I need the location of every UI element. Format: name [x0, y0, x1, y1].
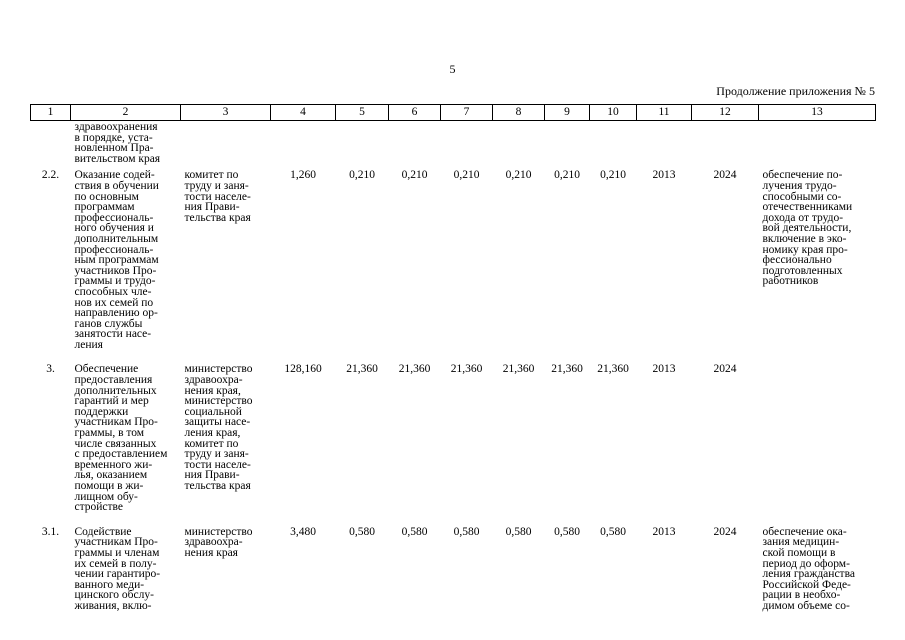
year-value: 21,360: [502, 363, 535, 376]
year-value: [389, 121, 441, 165]
col-header: 2: [71, 105, 181, 121]
year-value: 0,210: [349, 169, 375, 182]
year-value: 0,580: [600, 525, 626, 538]
measure-text: Оказание содей- ствия в обучении по основным программам профессиональ- ного обучения и дополнительным профессиональ- ным программам участников Про- граммы и трудо- способных чле- нов их семей по направлению ор- ганов службы занятости насе- ления: [74, 169, 159, 351]
executor-text: [181, 121, 271, 165]
total-value: 128,160: [284, 363, 322, 376]
executor-text: комитет по труду и заня- тости населе- ния Прави- тельства края: [184, 169, 251, 224]
col-header: 3: [181, 105, 271, 121]
measure-text: здравоохранения в порядке, уста- новленном Пра- вительством края: [74, 121, 161, 165]
col-header: 6: [389, 105, 441, 121]
end-year: 2024: [713, 363, 737, 376]
total-value: [271, 121, 336, 165]
year-value: 0,210: [600, 169, 626, 182]
table-row: [31, 164, 876, 358]
col-header: 1: [31, 105, 71, 121]
year-value: 0,580: [453, 525, 480, 538]
col-header: 12: [692, 105, 759, 121]
table-row: [31, 521, 876, 620]
year-value: 0,210: [505, 169, 532, 182]
start-year: [637, 121, 692, 165]
end-year: 2024: [713, 525, 737, 538]
end-year: 2024: [713, 169, 737, 182]
continuation-caption: Продолжение приложения № 5: [716, 84, 875, 98]
measure-text: Обеспечение предоставления дополнительных гарантий и мер поддержки участникам Про- граммы, в том числе связанных с предоставлением временного жи- лья, оказанием помощи в жи- лищном обу- стройстве: [74, 363, 168, 514]
col-header: 8: [493, 105, 545, 121]
year-value: 21,360: [450, 363, 483, 376]
total-value: 1,260: [290, 169, 316, 182]
year-value: [545, 121, 590, 165]
col-header: 4: [271, 105, 336, 121]
year-value: 0,580: [554, 525, 580, 538]
table-header-row: [31, 105, 876, 121]
year-value: 0,580: [401, 525, 428, 538]
year-value: [441, 121, 493, 165]
year-value: 0,210: [554, 169, 580, 182]
result-text: обеспечение по- лучения трудо- способными со- отечественниками дохода от трудо- вой деятельности, включение в эко- номику края про- фессионально подготовленных работников: [762, 169, 853, 288]
start-year: 2013: [652, 525, 676, 538]
row-number: [31, 121, 71, 165]
start-year: 2013: [652, 169, 676, 182]
page-number: 5: [449, 62, 456, 76]
col-header: 5: [336, 105, 389, 121]
result-text: [759, 358, 876, 520]
year-value: [336, 121, 389, 165]
col-header: 13: [759, 105, 876, 121]
result-text: обеспечение ока- зания медицин- ской помощи в период до оформ- ления гражданства Российской Феде- рации в необхо- димом объеме со-: [762, 525, 855, 612]
row-number: 3.: [46, 363, 55, 376]
executor-text: министерство здравоохра- нения края, министерство социальной защиты насе- ления края, комитет по труду и заня- тости населе- ния Прави- тельства края: [184, 363, 253, 492]
table-row: [31, 358, 876, 520]
year-value: 21,360: [346, 363, 378, 376]
end-year: [692, 121, 759, 165]
table-row: [31, 121, 876, 165]
col-header: 10: [590, 105, 637, 121]
measure-text: Содействие участникам Про- граммы и членам их семей в полу- чении гарантиро- ванного меди- цинского обслу- живания, вклю-: [74, 525, 161, 612]
col-header: 11: [637, 105, 692, 121]
year-value: 0,210: [453, 169, 480, 182]
executor-text: министерство здравоохра- нения края: [184, 525, 253, 559]
start-year: 2013: [652, 363, 676, 376]
year-value: [590, 121, 637, 165]
year-value: 0,210: [401, 169, 428, 182]
col-header: 9: [545, 105, 590, 121]
row-number: 3.1.: [41, 525, 60, 538]
col-header: 7: [441, 105, 493, 121]
year-value: 21,360: [597, 363, 629, 376]
year-value: 21,360: [398, 363, 431, 376]
row-number: 2.2.: [41, 169, 60, 182]
appendix-table: [30, 104, 876, 620]
total-value: 3,480: [290, 525, 316, 538]
year-value: 21,360: [551, 363, 583, 376]
result-text: [759, 121, 876, 165]
year-value: 0,580: [505, 525, 532, 538]
year-value: 0,580: [349, 525, 375, 538]
year-value: [493, 121, 545, 165]
